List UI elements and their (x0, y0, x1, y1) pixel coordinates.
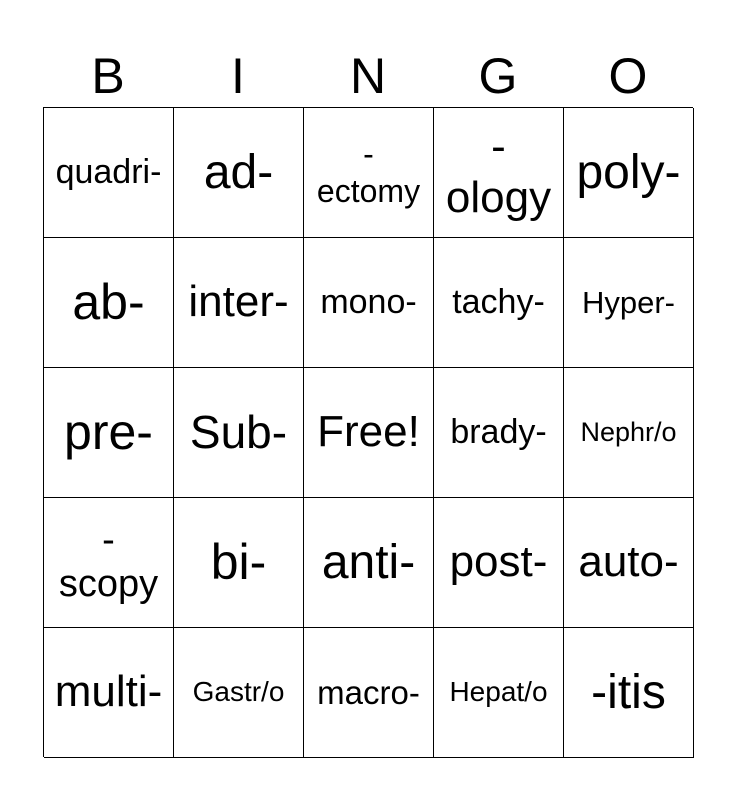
bingo-cell[interactable]: multi- (44, 628, 174, 758)
bingo-cell[interactable]: - scopy (44, 498, 174, 628)
header-letter-g: G (478, 48, 518, 104)
bingo-cell[interactable]: ab- (44, 238, 174, 368)
bingo-cell[interactable]: Gastr/o (174, 628, 304, 758)
bingo-cell[interactable]: Hepat/o (434, 628, 564, 758)
bingo-cell[interactable]: - ology (434, 108, 564, 238)
bingo-cell[interactable]: -itis (564, 628, 694, 758)
bingo-cell[interactable]: anti- (304, 498, 434, 628)
free-space-cell[interactable]: Free! (304, 368, 434, 498)
bingo-cell[interactable]: macro- (304, 628, 434, 758)
bingo-board (43, 107, 693, 757)
bingo-header (43, 46, 693, 106)
bingo-cell[interactable]: inter- (174, 238, 304, 368)
bingo-cell[interactable]: auto- (564, 498, 694, 628)
bingo-cell[interactable]: - ectomy (304, 108, 434, 238)
bingo-cell[interactable]: poly- (564, 108, 694, 238)
header-letter-n: N (349, 48, 387, 104)
header-letter-i: I (231, 48, 245, 104)
header-letter-b: B (91, 48, 125, 104)
bingo-cell[interactable]: Sub- (174, 368, 304, 498)
bingo-cell[interactable]: brady- (434, 368, 564, 498)
bingo-cell[interactable]: quadri- (44, 108, 174, 238)
bingo-cell[interactable]: Hyper- (564, 238, 694, 368)
bingo-cell[interactable]: pre- (44, 368, 174, 498)
bingo-cell[interactable]: ad- (174, 108, 304, 238)
header-letter-o: O (608, 48, 648, 104)
bingo-cell[interactable]: post- (434, 498, 564, 628)
bingo-cell[interactable]: Nephr/o (564, 368, 694, 498)
bingo-cell[interactable]: mono- (304, 238, 434, 368)
bingo-cell[interactable]: bi- (174, 498, 304, 628)
bingo-cell[interactable]: tachy- (434, 238, 564, 368)
